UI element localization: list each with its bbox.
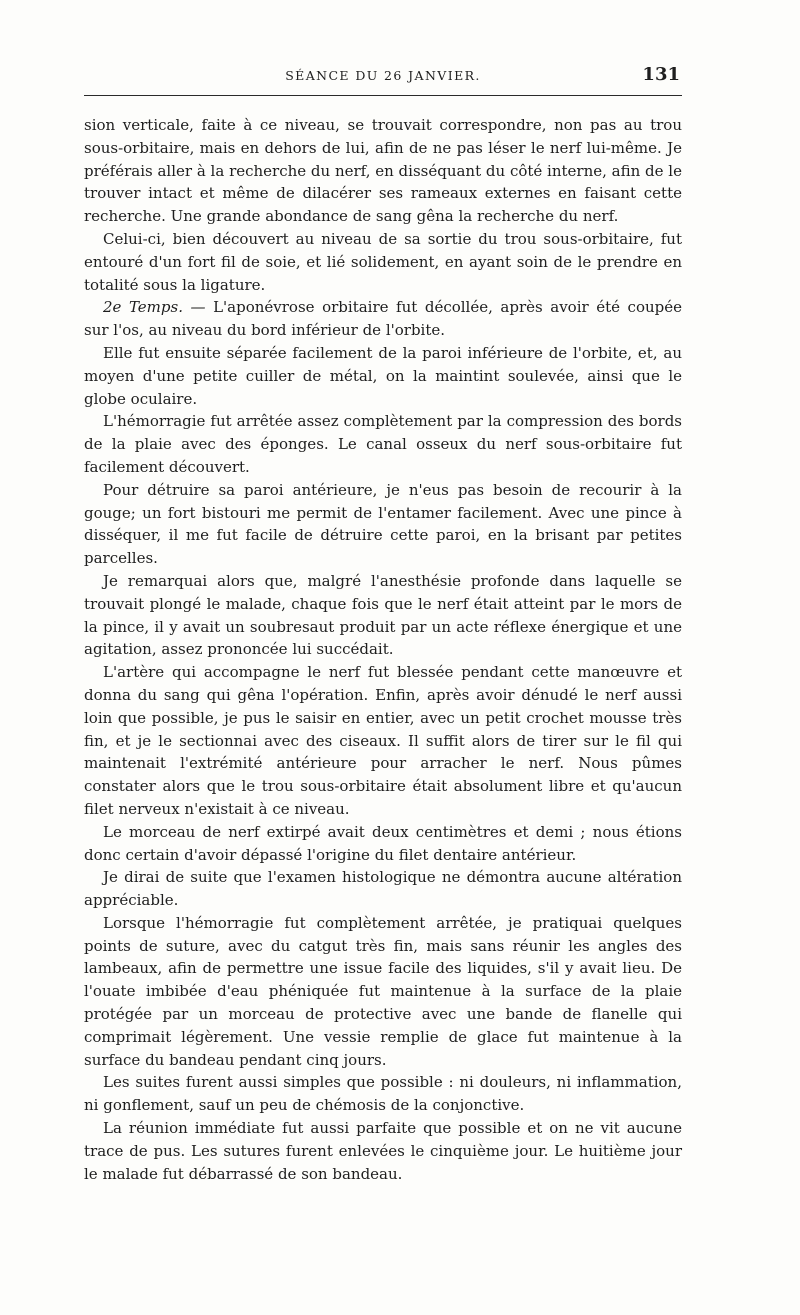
paragraph: Elle fut ensuite séparée facilement de la paroi inférieure de l'orbite, et, au moyen d'une petite cuiller de métal, on la maintint soulevée, ainsi que le globe oculaire. <box>84 343 682 408</box>
running-title: SÉANCE DU 26 JANVIER. <box>285 68 481 83</box>
paragraph: L'artère qui accompagne le nerf fut blessée pendant cette manœuvre et donna du sang qui gêna l'opération. Enfin, après avoir dénudé le nerf aussi loin que possible, je pus le saisir en entier, avec un petit crochet mousse très fin, et je le sectionnai avec des ciseaux. Il suffit alors de tirer sur le fil qui maintenait l'extrémité antérieure pour arracher le nerf. Nous pûmes constater alors que le trou sous-orbitaire était absolument libre et qu'aucun filet nerveux n'existait à ce niveau. <box>84 663 682 818</box>
paragraph: sion verticale, faite à ce niveau, se trouvait correspondre, non pas au trou sous-orbitaire, mais en dehors de lui, afin de ne pas léser le nerf lui-même. Je préférais aller à la recherche du nerf, en disséquant du côté interne, afin de le trouver intact et même de dilacérer ses rameaux externes en faisant cette recherche. Une grande abondance de sang gêna la recherche du nerf. <box>84 116 682 226</box>
paragraph: Les suites furent aussi simples que possible : ni douleurs, ni inflammation, ni gonflement, sauf un peu de chémosis de la conjonctive. <box>84 1073 682 1115</box>
body-text <box>84 114 682 1185</box>
paragraph: Lorsque l'hémorragie fut complètement arrêtée, je pratiquai quelques points de suture, avec du catgut très fin, mais sans réunir les angles des lambeaux, afin de permettre une issue facile des liquides, s'il y avait lieu. De l'ouate imbibée d'eau phéniquée fut maintenue à la surface de la plaie protégée par un morceau de protective avec une bande de flanelle qui comprimait légèrement. Une vessie remplie de glace fut maintenue à la surface du bandeau pendant cinq jours. <box>84 913 682 1069</box>
page-number: 131 <box>642 64 680 85</box>
paragraph: Celui-ci, bien découvert au niveau de sa sortie du trou sous-orbitaire, fut entouré d'un fort fil de soie, et lié solidement, en ayant soin de le prendre en totalité sous la ligature. <box>84 229 682 294</box>
paragraph: Le morceau de nerf extirpé avait deux centimètres et demi ; nous étions donc certain d'avoir dépassé l'origine du filet dentaire antérieur. <box>84 822 682 864</box>
paragraph: La réunion immédiate fut aussi parfaite que possible et on ne vit aucune trace de pus. Les sutures furent enlevées le cinquième jour. Le huitième jour le malade fut débarrassé de son bandeau. <box>84 1119 682 1183</box>
paragraph: Pour détruire sa paroi antérieure, je n'eus pas besoin de recourir à la gouge; un fort bistouri me permit de l'entamer facilement. Avec une pince à disséquer, il me fut facile de détruire cette paroi, en la brisant par petites parcelles. <box>84 480 682 568</box>
step-label: 2e Temps. — <box>103 298 206 317</box>
paragraph-text: L'aponévrose orbitaire fut décollée, après avoir été coupée sur l'os, au niveau du bord inférieur de l'orbite. <box>84 298 682 340</box>
paragraph: L'hémorragie fut arrêtée assez complètement par la compression des bords de la plaie avec des éponges. Le canal osseux du nerf sous-orbitaire fut facilement découvert. <box>84 412 682 476</box>
paragraph: Je remarquai alors que, malgré l'anesthésie profonde dans laquelle se trouvait plongé le malade, chaque fois que le nerf était atteint par le mors de la pince, il y avait un soubresaut produit par un acte réflexe énergique et une agitation, assez prononcée lui succédait. <box>84 571 682 659</box>
header-rule <box>84 95 682 96</box>
page-header <box>84 64 682 90</box>
paragraph-second-step <box>84 296 682 342</box>
paragraph: Je dirai de suite que l'examen histologique ne démontra aucune altération appréciable. <box>84 868 682 910</box>
